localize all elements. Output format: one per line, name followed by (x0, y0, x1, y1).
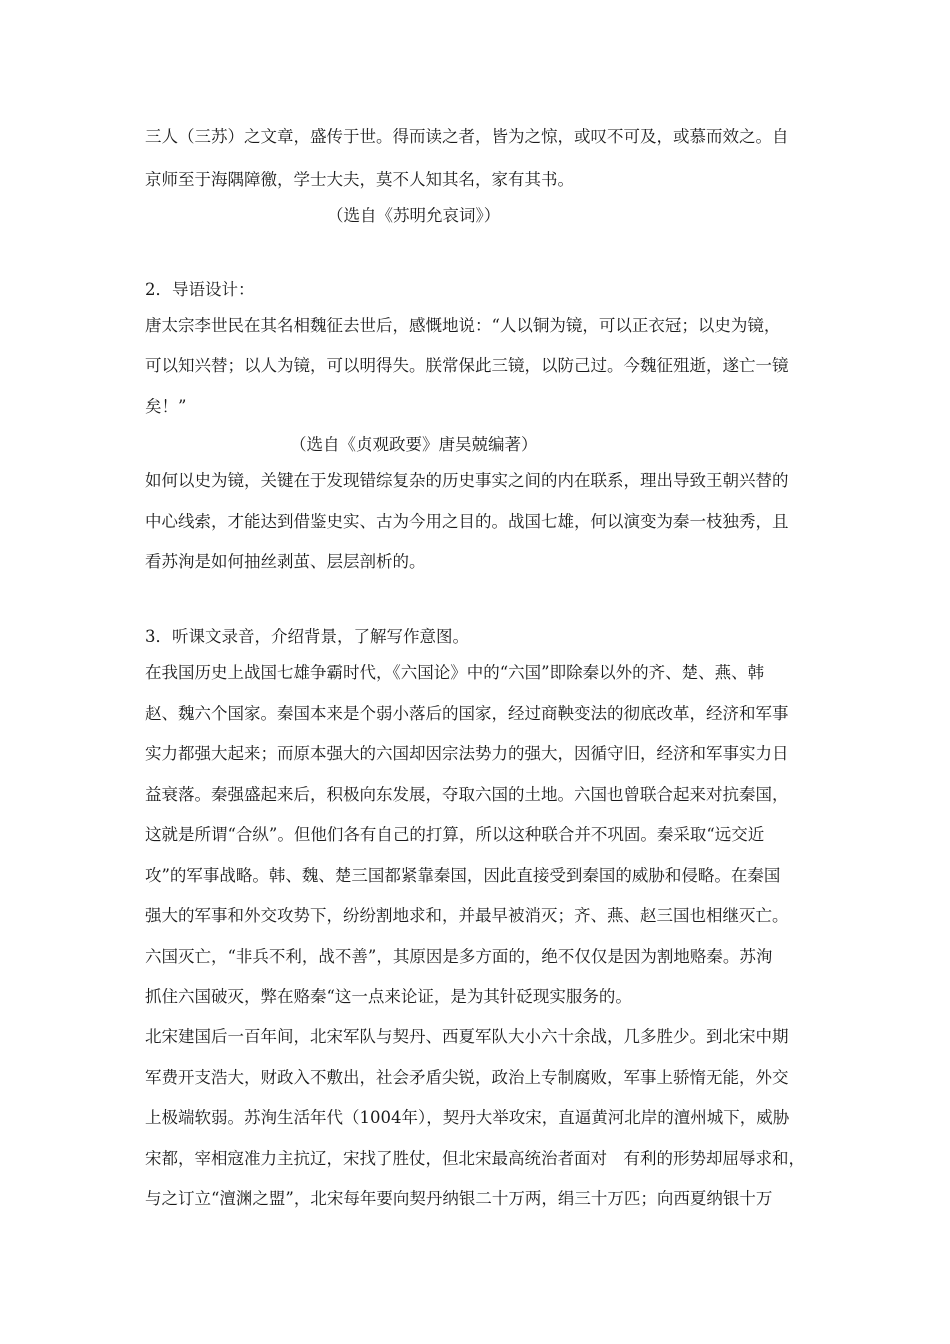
text-line: 军费开支浩大，财政入不敷出，社会矛盾尖锐，政治上专制腐败，军事上骄惰无能，外交 (145, 1068, 789, 1087)
text-line: 宋都，宰相寇准力主抗辽，宋找了胜仗，但北宋最高统治者面对 有利的形势却屈辱求和， (145, 1149, 805, 1168)
text-line: 赵、魏六个国家。秦国本来是个弱小落后的国家，经过商鞅变法的彻底改革，经济和军事 (145, 704, 789, 723)
source-citation: （选自《贞观政要》唐吴兢编著） (290, 435, 538, 454)
text-line: 这就是所谓“合纵”。但他们各有自己的打算，所以这种联合并不巩固。秦采取“远交近 (145, 825, 765, 844)
section-heading: 3．听课文录音，介绍背景，了解写作意图。 (145, 627, 469, 646)
text-line: 北宋建国后一百年间，北宋军队与契丹、西夏军队大小六十余战，几多胜少。到北宋中期 (145, 1027, 789, 1046)
text-line: 强大的军事和外交攻势下，纷纷割地求和，并最早被消灭；齐、燕、赵三国也相继灭亡。 (145, 906, 789, 925)
text-line: 京师至于海隅障徼，学士大夫，莫不人知其名，家有其书。 (145, 170, 574, 189)
text-line: 唐太宗李世民在其名相魏征去世后，感慨地说：“人以铜为镜，可以正衣冠；以史为镜， (145, 316, 781, 335)
text-line: 上极端软弱。苏洵生活年代（1004年），契丹大举攻宋，直逼黄河北岸的澶州城下，威胁 (145, 1108, 790, 1127)
text-line: 益衰落。秦强盛起来后，积极向东发展，夺取六国的土地。六国也曾联合起来对抗秦国， (145, 785, 789, 804)
text-line: 实力都强大起来；而原本强大的六国却因宗法势力的强大，因循守旧，经济和军事实力日 (145, 744, 789, 763)
source-citation: （选自《苏明允哀词》） (327, 206, 501, 225)
text-line: 攻”的军事战略。韩、魏、楚三国都紧靠秦国，因此直接受到秦国的威胁和侵略。在秦国 (145, 866, 781, 885)
text-line: 看苏洵是如何抽丝剥茧、层层剖析的。 (145, 552, 426, 571)
text-line: 如何以史为镜，关键在于发现错综复杂的历史事实之间的内在联系，理出导致王朝兴替的 (145, 471, 789, 490)
text-line: 抓住六国破灭，弊在赂秦“这一点来论证，是为其针砭现实服务的。 (145, 987, 632, 1006)
text-line: 可以知兴替；以人为镜，可以明得失。朕常保此三镜，以防己过。今魏征殂逝，遂亡一镜 (145, 356, 789, 375)
text-line: 六国灭亡，“非兵不利，战不善”，其原因是多方面的，绝不仅仅是因为割地赂秦。苏洵 (145, 947, 773, 966)
text-line: 三人（三苏）之文章，盛传于世。得而读之者，皆为之惊，或叹不可及，或慕而效之。自 (145, 127, 789, 146)
text-line: 与之订立“澶渊之盟”，北宋每年要向契丹纳银二十万两，绢三十万匹；向西夏纳银十万 (145, 1189, 773, 1208)
text-line: 矣！” (145, 397, 187, 416)
section-heading: 2．导语设计： (145, 280, 255, 299)
text-line: 在我国历史上战国七雄争霸时代，《六国论》中的“六国”即除秦以外的齐、楚、燕、韩 (145, 663, 765, 682)
text-line: 中心线索，才能达到借鉴史实、古为今用之目的。战国七雄，何以演变为秦一枝独秀，且 (145, 512, 789, 531)
